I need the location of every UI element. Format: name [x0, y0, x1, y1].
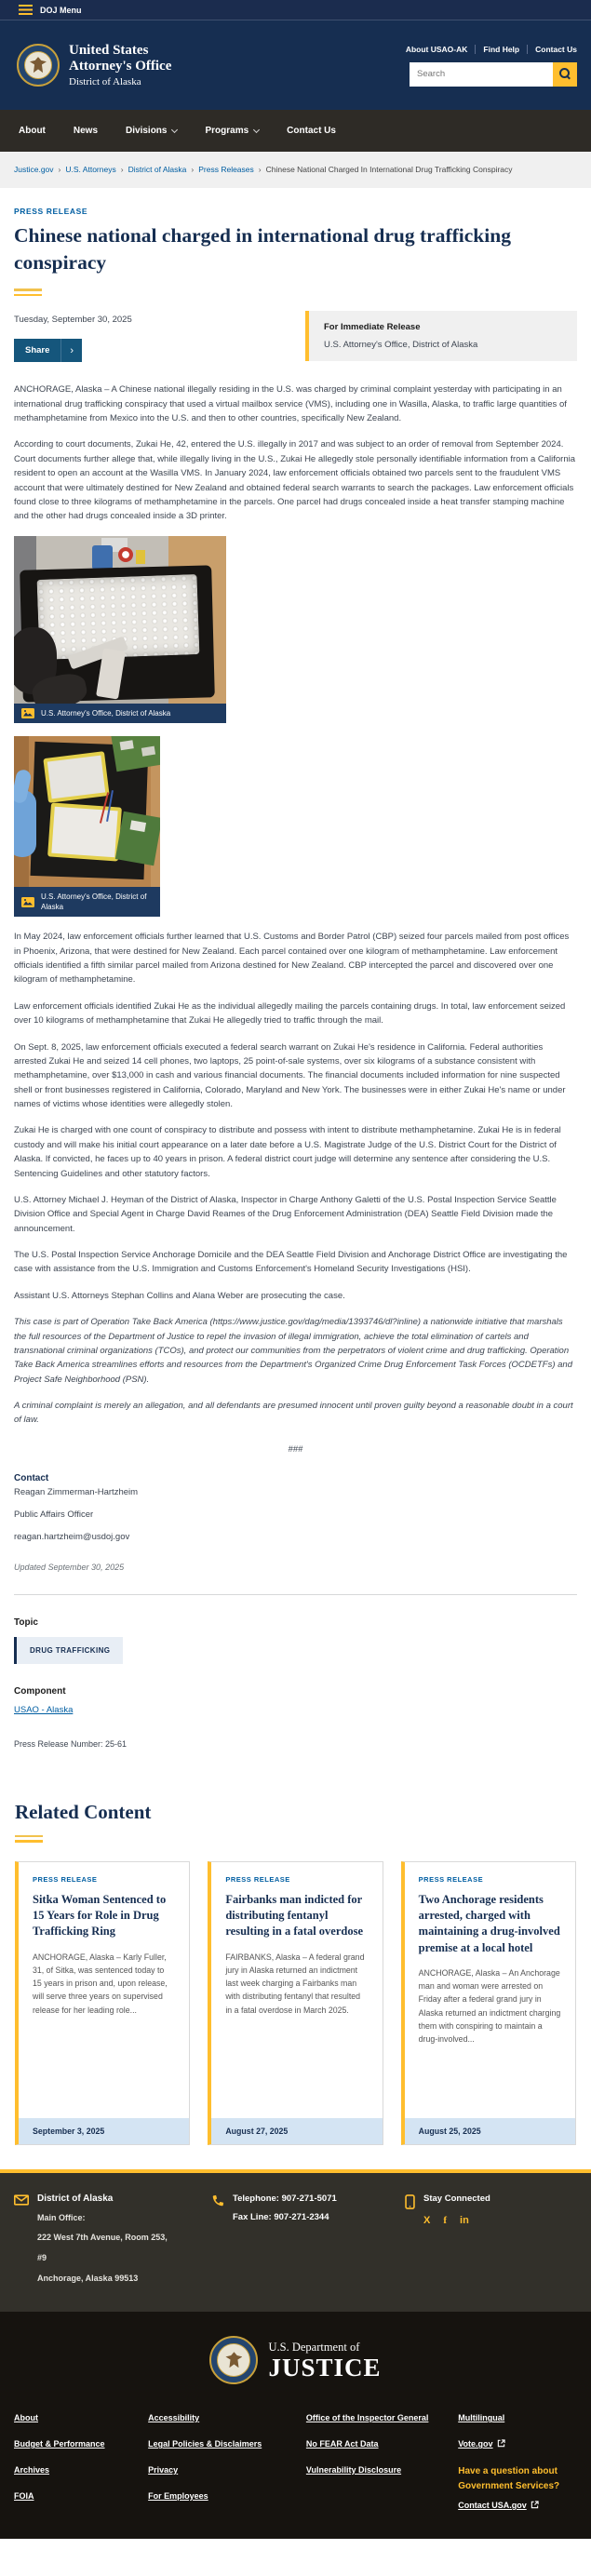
search-icon	[559, 68, 571, 80]
phone-icon	[211, 2194, 224, 2207]
paragraph: U.S. Attorney Michael J. Heyman of the District of Alaska, Inspector in Charge Anthony Galetti of the U.S. Postal Inspection Service Seattle Division Office and Special Agent in Charge David Reames of the Drug Enforcement Administration (DEA) Seattle Field Division made the announcement.	[14, 1194, 557, 1234]
footer-link-multilingual[interactable]: Multilingual	[458, 2413, 505, 2423]
page-title: Chinese national charged in international drug trafficking conspiracy	[14, 224, 511, 274]
linkedin-icon[interactable]: in	[460, 2214, 469, 2226]
related-content-section	[0, 1777, 591, 2169]
paragraph-operation-take-back-america: This case is part of Operation Take Back America (https://www.justice.gov/dag/media/1393746/dl?inline) a nationwide initiative that marshals the full resources of the Department of Justice to repel the invasion of illegal immigration, achieve the total elimination of cartels and transnational criminal organizations (TCOs), and protect our communities from the perpetrators of violent crime and drug trafficking. Operation Take Back America streamlines efforts and resources from the Department's Organized Crime Drug Enforcement Task Forces (OCDETFs) and Project Safe Neighborhood (PSN).	[14, 1317, 573, 1385]
related-card-title[interactable]: Two Anchorage residents arrested, charged with maintaining a drug-involved premise at a local hotel	[418, 1892, 560, 1954]
footer-link-privacy[interactable]: Privacy	[148, 2465, 179, 2475]
paragraph: The U.S. Postal Inspection Service Anchorage Domicile and the DEA Seattle Field Division and Anchorage District Office are investigating the case with assistance from the U.S. Immigration and Customs Enforcement's Homeland Security Investigations (HSI).	[14, 1250, 568, 1275]
footer-link-vote-gov-label: Vote.gov	[458, 2439, 493, 2449]
image-icon	[21, 897, 34, 907]
related-card-title[interactable]: Sitka Woman Sentenced to 15 Years for Role in Drug Trafficking Ring	[33, 1892, 167, 1939]
x-twitter-icon[interactable]: X	[423, 2214, 431, 2226]
gold-divider	[14, 288, 42, 296]
doj-footer	[0, 2312, 591, 2539]
share-button-label: Share	[25, 345, 50, 356]
updated-date: Updated September 30, 2025	[14, 1562, 125, 1572]
search-button[interactable]	[553, 62, 577, 87]
footer-link-for-employees[interactable]: For Employees	[148, 2490, 208, 2501]
address-line: 222 West 7th Avenue, Room 253,	[37, 2233, 168, 2243]
doj-dept-line: U.S. Department of	[268, 2340, 360, 2354]
related-card-excerpt: FAIRBANKS, Alaska – A federal grand jury in Alaska returned an indictment last week charging a Fairbanks man with distributing fentanyl that resulted in a fatal overdose in March 2025.	[225, 1952, 365, 2015]
component-section	[14, 1686, 577, 1717]
link-contact-us[interactable]: Contact Us	[535, 44, 577, 54]
breadcrumb-justice-gov[interactable]: Justice.gov	[14, 165, 54, 174]
photo-figure-2	[14, 736, 577, 917]
divider	[475, 45, 476, 54]
paragraph: Zukai He is charged with one count of conspiracy to distribute and possess with intent to distribute methamphetamine. Zukai He is in federal custody and will make his initial court appearance on a later date before a U.S. Magistrate Judge of the U.S. District Court for the District of Alaska. If convicted, he faces up to 40 years in prison. A federal district court judge will determine any sentence after considering the U.S. Sentencing Guidelines and other statutory factors.	[14, 1125, 561, 1179]
press-release-number: Press Release Number: 25-61	[14, 1738, 128, 1749]
footer-fax: Fax Line: 907-271-2344	[233, 2211, 329, 2222]
related-cards	[15, 1861, 576, 2145]
share-button[interactable]	[14, 339, 82, 362]
paragraph: ANCHORAGE, Alaska – A Chinese national illegally residing in the U.S. was charged by criminal complaint yesterday with participating in an international drug trafficking conspiracy that used a virtual mailbox service (VMS), including one in Wasilla, Alaska, to traffic large quantities of methamphetamine from Mexico into the U.S. and then to other countries, specifically New Zealand.	[14, 384, 567, 424]
article-meta-row	[14, 311, 577, 362]
press-release-eyebrow: PRESS RELEASE	[14, 207, 88, 217]
breadcrumb-separator: ›	[120, 165, 124, 174]
external-link-icon	[531, 2501, 539, 2509]
paragraph-disclaimer: A criminal complaint is merely an allegation, and all defendants are presumed innocent until proven guilty beyond a reasonable doubt in a court of law.	[14, 1401, 573, 1426]
photo-caption-text: U.S. Attorney's Office, District of Alaska	[41, 892, 147, 912]
office-address-column	[14, 2194, 211, 2284]
footer-link-inspector-general[interactable]: Office of the Inspector General	[305, 2413, 429, 2423]
paragraph: According to court documents, Zukai He, 42, entered the U.S. illegally in 2017 and was subject to an order of removal from September 2024. Court documents further allege that, while illegally living in the U.S., Zukai He allegedly stole personally identifiable information from a California resident to open an account at the Wasilla VMS. In January 2024, law enforcement officials obtained two parcels sent to the fraudulent VMS account that were ultimately destined for New Zealand and obtained federal search warrants to search the packages. Law enforcement officials found close to three kilograms of methamphetamine in the parcels. One parcel had drugs concealed inside a heat transfer stamping machine and the other had drugs concealed inside a 3D printer.	[14, 439, 576, 522]
footer-link-accessibility[interactable]: Accessibility	[148, 2413, 200, 2423]
divider	[14, 1594, 577, 1595]
chevron-right-icon: ›	[70, 344, 74, 356]
divider	[527, 45, 528, 54]
stay-connected-column	[405, 2194, 577, 2284]
release-type: For Immediate Release	[324, 322, 421, 333]
topic-heading: Topic	[14, 1617, 38, 1628]
doj-footer-logo	[14, 2336, 577, 2384]
site-header	[0, 20, 591, 110]
doj-menu-bar[interactable]	[0, 0, 591, 20]
photo-caption	[14, 887, 160, 917]
press-release-eyebrow: PRESS RELEASE	[225, 1874, 290, 1884]
chevron-down-icon	[253, 126, 260, 132]
doj-dept-name: JUSTICE	[268, 2353, 382, 2381]
breadcrumb-current-page: Chinese National Charged In International Drug Trafficking Conspiracy	[265, 165, 513, 174]
related-card-date: September 3, 2025	[19, 2118, 189, 2144]
address-line: #9	[37, 2252, 47, 2262]
nav-item-programs-label: Programs	[205, 126, 249, 136]
press-release-eyebrow: PRESS RELEASE	[33, 1874, 98, 1884]
photo-caption	[14, 704, 226, 723]
footer-telephone: Telephone: 907-271-5071	[233, 2193, 337, 2204]
nav-item-programs[interactable]	[205, 126, 259, 136]
end-mark: ###	[288, 1443, 303, 1455]
component-link-usao-alaska[interactable]: USAO - Alaska	[14, 1704, 74, 1715]
topic-tag-drug-trafficking[interactable]: DRUG TRAFFICKING	[14, 1637, 123, 1664]
contact-title: Public Affairs Officer	[14, 1509, 94, 1520]
related-card-date: August 25, 2025	[405, 2118, 575, 2144]
release-date: Tuesday, September 30, 2025	[14, 315, 132, 326]
nav-item-contact-us[interactable]: Contact Us	[287, 126, 336, 136]
primary-nav	[0, 110, 591, 152]
office-footer	[0, 2169, 591, 2312]
evidence-photo-3d-printer	[14, 736, 160, 887]
for-immediate-release-box	[305, 311, 577, 361]
topic-section	[14, 1617, 577, 1664]
related-card-title[interactable]: Fairbanks man indicted for distributing fentanyl resulting in a fatal overdose	[225, 1892, 364, 1939]
paragraph: Assistant U.S. Attorneys Stephan Collins and Alana Weber are prosecuting the case.	[14, 1290, 345, 1301]
search-input[interactable]	[410, 62, 553, 87]
footer-link-contact-usa-gov-label: Contact USA.gov	[458, 2501, 527, 2511]
hamburger-menu-icon	[19, 5, 33, 15]
nav-item-divisions-label: Divisions	[126, 126, 168, 136]
contact-block	[14, 1473, 577, 1542]
related-card	[15, 1861, 190, 2145]
footer-link-archives[interactable]: Archives	[14, 2465, 50, 2475]
image-icon	[21, 708, 34, 718]
footer-link-about[interactable]: About	[14, 2413, 38, 2423]
nav-item-news[interactable]: News	[73, 126, 99, 136]
office-name-block	[69, 43, 171, 88]
evidence-photo-meth-package	[14, 536, 226, 704]
article-body	[14, 382, 577, 1454]
related-card	[208, 1861, 383, 2145]
breadcrumb	[0, 152, 591, 188]
nav-item-about[interactable]: About	[19, 126, 46, 136]
footer-link-contact-usa-gov[interactable]	[458, 2500, 577, 2513]
contact-heading: Contact	[14, 1472, 49, 1483]
footer-link-budget-performance[interactable]: Budget & Performance	[14, 2439, 105, 2449]
contact-email[interactable]: reagan.hartzheim@usdoj.gov	[14, 1531, 130, 1542]
footer-link-vote-gov[interactable]	[458, 2438, 577, 2451]
breadcrumb-separator: ›	[191, 165, 195, 174]
breadcrumb-separator: ›	[258, 165, 262, 174]
photo-figure-1	[14, 536, 577, 723]
paragraph: In May 2024, law enforcement officials further learned that U.S. Customs and Border Patrol (CBP) seized four parcels mailed from post offices in Phoenix, Arizona, that were destined for New Zealand. Each parcel contained over one kilogram of methamphetamine. Law enforcement officials identified a fifth similar parcel mailed from Arizona destined for New Zealand. CBP intercepted the parcel and discovered over one kilogram of methamphetamine.	[14, 932, 570, 986]
related-content-heading: Related Content	[15, 1800, 152, 1823]
photo-caption-text: U.S. Attorney's Office, District of Alaska	[41, 708, 171, 718]
org-line-2: Attorney's Office	[69, 59, 172, 74]
stay-connected-heading: Stay Connected	[423, 2193, 490, 2204]
address-line: Main Office:	[37, 2212, 86, 2222]
link-find-help[interactable]: Find Help	[483, 44, 520, 54]
related-card-excerpt: ANCHORAGE, Alaska – An Anchorage man and woman were arrested on Friday after a federal grand jury in Alaska returned an indictment charging them with conspiring to maintain a drug-involved...	[418, 1967, 561, 2045]
search-bar	[410, 62, 577, 87]
envelope-icon	[14, 2194, 29, 2206]
footer-link-no-fear-act[interactable]: No FEAR Act Data	[305, 2439, 379, 2449]
doj-footer-links	[14, 2412, 577, 2526]
footer-link-legal-policies[interactable]: Legal Policies & Disclaimers	[148, 2439, 262, 2449]
breadcrumb-separator: ›	[58, 165, 61, 174]
header-utility-links	[406, 45, 577, 54]
press-release-article	[0, 188, 591, 1777]
component-heading: Component	[14, 1685, 66, 1697]
office-phone-column	[211, 2194, 405, 2284]
social-links	[423, 2215, 490, 2226]
footer-office-name: District of Alaska	[37, 2193, 114, 2204]
doj-seal-logo	[17, 44, 60, 87]
footer-link-foia[interactable]: FOIA	[14, 2490, 34, 2501]
gold-divider	[15, 1835, 43, 1843]
paragraph: On Sept. 8, 2025, law enforcement officials executed a federal search warrant on Zukai He's residence in California. Federal authorities arrested Zukai He and seized 14 cell phones, two laptops, 25 point-of-sale systems, over six kilograms of a substance consistent with methamphetamine, over $13,000 in cash and various financial documents. The financial documents included information for nine suspected shell or front businesses registered in California, Colorado, Maryland and New York. The businesses were in either Zukai He's name or under names of victims whose identities were allegedly stolen.	[14, 1041, 566, 1110]
press-release-eyebrow: PRESS RELEASE	[418, 1874, 484, 1884]
mobile-phone-icon	[405, 2194, 415, 2209]
address-line: Anchorage, Alaska 99513	[37, 2273, 139, 2283]
facebook-icon[interactable]: f	[443, 2214, 448, 2226]
breadcrumb-us-attorneys[interactable]: U.S. Attorneys	[65, 165, 116, 174]
chevron-down-icon	[171, 126, 178, 132]
related-card-date: August 27, 2025	[211, 2118, 382, 2144]
district-name: District of Alaska	[69, 76, 141, 88]
contact-name: Reagan Zimmerman-Hartzheim	[14, 1486, 139, 1497]
org-line-1: United States	[69, 42, 149, 58]
gov-services-question: Have a question about Government Services?	[458, 2466, 560, 2492]
release-office: U.S. Attorney's Office, District of Alaska	[324, 340, 478, 351]
link-about-usao[interactable]: About USAO-AK	[405, 44, 468, 54]
paragraph: Law enforcement officials identified Zukai He as the individual allegedly mailing the parcels containing drugs. In total, law enforcement seized over 10 kilograms of methamphetamine that Zukai He allegedly tried to traffic through the mail.	[14, 1000, 566, 1026]
nav-item-divisions[interactable]	[126, 126, 177, 136]
doj-menu-label: DOJ Menu	[40, 5, 82, 15]
breadcrumb-district-of-alaska[interactable]: District of Alaska	[128, 165, 187, 174]
related-card-excerpt: ANCHORAGE, Alaska – Karly Fuller, 31, of Sitka, was sentenced today to 15 years in prison and, upon release, will serve three years on supervised release for her leading role...	[33, 1952, 168, 2015]
related-card	[401, 1861, 576, 2145]
external-link-icon	[497, 2439, 505, 2448]
breadcrumb-press-releases[interactable]: Press Releases	[198, 165, 254, 174]
footer-link-vulnerability-disclosure[interactable]: Vulnerability Disclosure	[305, 2465, 402, 2475]
doj-seal-logo	[209, 2336, 258, 2384]
